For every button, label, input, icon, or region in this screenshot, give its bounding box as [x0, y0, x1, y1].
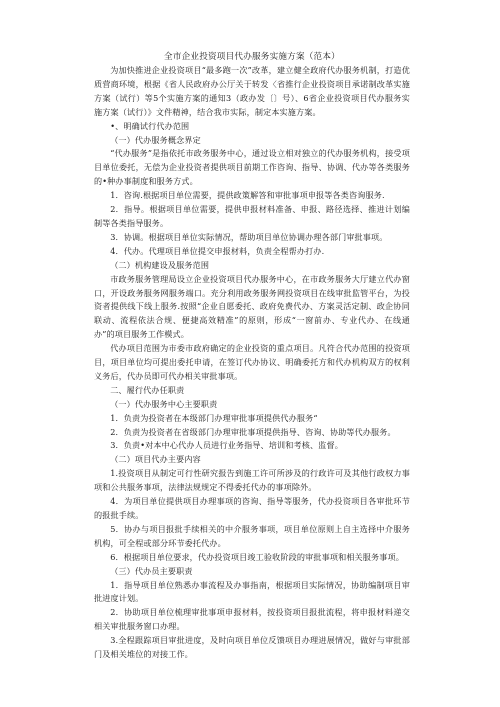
- body-paragraph: 3.全程跟踪项目审批进度，及时向项目单位反馈项目办理进展情况，做好与审批部门及相关堆位的对接工作。: [94, 635, 410, 660]
- body-paragraph: 代办项目范围为市委市政府确定的企业投资的重点项目。凡符合代办范围的投资项目，项目单位均可提出委托申请，在签订代办协议、明确委托方和代办机构双方的权利义务后，代办员即可代办相关审批事项。: [94, 343, 410, 381]
- section-heading: （二）机构建设及服务范围: [110, 259, 210, 270]
- section-heading: （二）项目代办主要内容: [110, 454, 201, 465]
- section-heading: （一）代办服务中心主要职责: [110, 398, 218, 409]
- body-paragraph: 5．协办与项目报批手续相关的中介服务事项，项目单位原则上自主选择中介服务机构，可全程或部分环节委托代办。: [94, 523, 410, 548]
- body-paragraph: 3．协调。根据项目单位实际情况，帮助项目单位协调办理各部门审批事项。: [110, 231, 388, 242]
- body-paragraph: 2．指导。根据项目单位需要，提供申报材料准备、申报、路径选择、推进计划编制等各类指导服务。: [94, 204, 410, 228]
- body-paragraph: 市政务服务管理局设立企业投资项目代办服务中心，在市政务服务大厅建立代办窗口，开设政务服务网服务端口。充分利用政务服务网投资项目在线审批监管平台，为投资者提供线下线上服务.按照“企业自愿委托、政府免费代办、方案灵活定制、政企协同联动、流程依法合规、便捷高效精准”的原则，形成“一窗前办、专业代办、在线通办”的项目服务工作模式。: [94, 273, 410, 340]
- paragraph-list: [94, 64, 410, 662]
- body-paragraph: 1．咨询.根据项目单位需要，提供政策解答和审批事项申报等各类咨询服务.: [110, 190, 385, 201]
- body-paragraph: 4．代办。代理项目单位提交申报材料，负责全程帮办打办.: [110, 245, 325, 256]
- document-title: 全市企业投资项目代办服务实施方案（范本）: [164, 52, 340, 62]
- section-heading: •、明确试行代办范围: [110, 120, 190, 131]
- body-paragraph: 1.投资项目从制定可行性研究报告到施工许可所涉及的行政许可及其他行政权力事项和公共服务事项，法律法规规定不得委托代办的事项除外。: [94, 468, 410, 493]
- section-heading: 二、履行代办任职责: [110, 384, 185, 395]
- section-heading: （一）代办服务概念界定: [110, 134, 201, 145]
- body-paragraph: 1．指导项目单位熟悉办事流程及办事指南，根据项目实际情况，协助编制项目审批进度计划。: [94, 579, 410, 604]
- body-paragraph: 3．负责•对本中心代办人员进行业务指导、培训和考核、监督。: [110, 440, 343, 451]
- section-heading: （三）代办员主要职责: [110, 565, 193, 576]
- document-body: [94, 51, 410, 662]
- body-paragraph: 2．负责为投资者在省级部门办理审批事项提供指导、咨询、协助等代办服务。: [110, 426, 396, 437]
- body-paragraph: 为加快推进企业投资项目“最多跑一次”改革，建立健全政府代办服务机制，打造优质营商环境，根据《省人民政府办公厅关于转发〈省推行企业投资项目承诺制改革实施方案（试行）等5个实施方案的通知3（政办发〔〕号）、6省企业投资项目代办服务实施方案（试行）》文件精神，结合我市实际，制定本实施方案。: [94, 65, 410, 117]
- body-paragraph: 2．协助项目单位梳理审批事项申报材料，按投资项目报批流程，将申报材料递交相关审批服务窗口办理。: [94, 607, 410, 632]
- body-paragraph: “代办服务”是指依托市政务服务中心，通过设立相对独立的代办服务机构，接受项目单位委托，无偿为企业投资者提供项目前期工作咨询、指导、协调、代办等各类服务的•种办事制度和服务方式。: [94, 148, 410, 187]
- body-paragraph: 4．为项目单位提供项目办理事项的咨询、指导等服务，代办投资项目各审批环节的报批手续。: [94, 496, 410, 520]
- body-paragraph: 1．负责为投资者在本级部门办理审批事项提供代办服务“: [110, 412, 318, 423]
- body-paragraph: 6．根据项目单位要求，代办投资项目竣工验收阶段的审批事项和相关服务事项。: [110, 551, 405, 562]
